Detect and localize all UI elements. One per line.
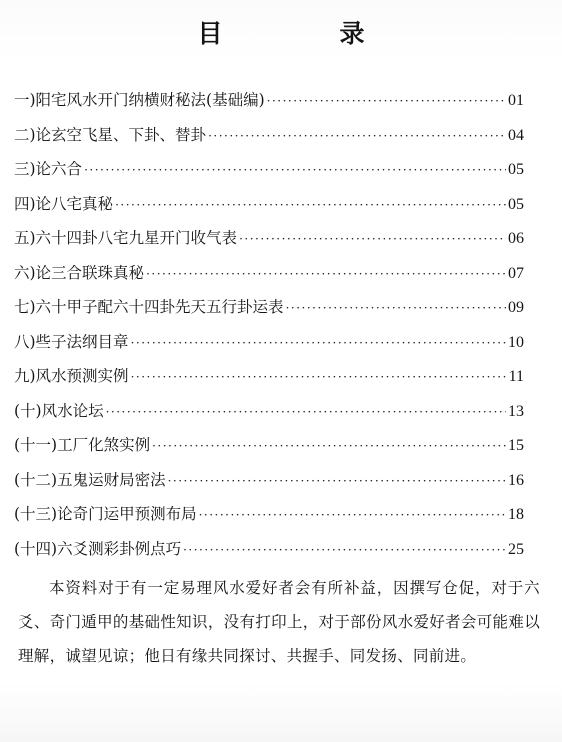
toc-entry bbox=[14, 157, 524, 192]
toc-entry bbox=[14, 226, 524, 261]
toc-dot-leader bbox=[115, 198, 506, 212]
toc-entry bbox=[14, 537, 524, 572]
toc-entry-page: 11 bbox=[508, 368, 524, 385]
toc-entry-page: 05 bbox=[508, 161, 524, 178]
toc-dot-leader bbox=[131, 336, 506, 350]
toc-entry-title: (十一)工厂化煞实例 bbox=[14, 436, 151, 454]
toc-dot-leader bbox=[199, 508, 506, 522]
toc-entry-page: 16 bbox=[508, 471, 524, 489]
toc-entry-page: 04 bbox=[508, 126, 524, 144]
toc-entry-title: 六)论三合联珠真秘 bbox=[14, 263, 145, 282]
toc-dot-leader bbox=[146, 267, 506, 281]
toc-entry-page: 07 bbox=[508, 264, 524, 282]
toc-entry bbox=[14, 433, 524, 468]
toc-entry bbox=[14, 399, 524, 434]
toc-entry-page: 01 bbox=[508, 92, 524, 109]
intro-paragraph: 本资料对于有一定易理风水爱好者会有所补益，因撰写仓促，对于六爻、奇门遁甲的基础性知识，没有打印上，对于部份风水爱好者会可能难以理解，诚望见谅；他日有缘共同探讨、共握手、同发扬、同前进。 bbox=[18, 579, 540, 665]
toc-entry-title: (十)风水论坛 bbox=[14, 401, 104, 420]
toc-dot-leader bbox=[208, 129, 506, 143]
toc-entry-title: 三)论六合 bbox=[14, 160, 83, 178]
toc-entry-page: 10 bbox=[508, 333, 524, 351]
toc-entry-page: 09 bbox=[508, 299, 524, 316]
toc-entry-page: 05 bbox=[508, 195, 524, 213]
toc-entry-page: 18 bbox=[508, 506, 524, 523]
toc-entry-title: 九)风水预测实例 bbox=[14, 367, 129, 385]
toc-entry bbox=[14, 330, 524, 365]
table-of-contents bbox=[14, 88, 524, 571]
toc-entry-title: 二)论玄空飞星、下卦、替卦 bbox=[14, 125, 207, 144]
toc-entry-title: 七)六十甲子配六十四卦先天五行卦运表 bbox=[14, 298, 284, 316]
toc-dot-leader bbox=[106, 405, 506, 419]
toc-dot-leader bbox=[168, 474, 506, 488]
toc-dot-leader bbox=[286, 301, 506, 315]
toc-entry bbox=[14, 123, 524, 158]
toc-dot-leader bbox=[267, 94, 506, 108]
toc-entry bbox=[14, 468, 524, 503]
toc-entry-title: (十三)论奇门运甲预测布局 bbox=[14, 505, 197, 523]
toc-dot-leader bbox=[183, 543, 506, 557]
toc-entry bbox=[14, 295, 524, 330]
toc-entry-title: 八)些子法纲目章 bbox=[14, 332, 129, 351]
toc-entry bbox=[14, 502, 524, 537]
toc-entry-page: 13 bbox=[508, 402, 524, 420]
toc-entry-title: (十四)六爻测彩卦例点巧 bbox=[14, 539, 182, 558]
toc-dot-leader bbox=[84, 163, 506, 177]
toc-entry bbox=[14, 261, 524, 296]
toc-entry-page: 15 bbox=[508, 437, 524, 454]
toc-entry-title: 一)阳宅风水开门纳横财秘法(基础编) bbox=[14, 91, 265, 109]
toc-dot-leader bbox=[239, 232, 506, 246]
page-title: 目 录 bbox=[197, 19, 411, 48]
toc-entry-title: 五)六十四卦八宅九星开门收气表 bbox=[14, 229, 238, 247]
toc-entry bbox=[14, 192, 524, 227]
toc-entry-title: 四)论八宅真秘 bbox=[14, 194, 114, 213]
toc-entry-title: (十二)五鬼运财局密法 bbox=[14, 470, 166, 489]
toc-entry-page: 25 bbox=[508, 540, 524, 558]
toc-dot-leader bbox=[152, 439, 506, 453]
toc-entry bbox=[14, 88, 524, 123]
toc-dot-leader bbox=[131, 370, 507, 384]
toc-entry bbox=[14, 364, 524, 399]
toc-entry-page: 06 bbox=[508, 230, 524, 247]
